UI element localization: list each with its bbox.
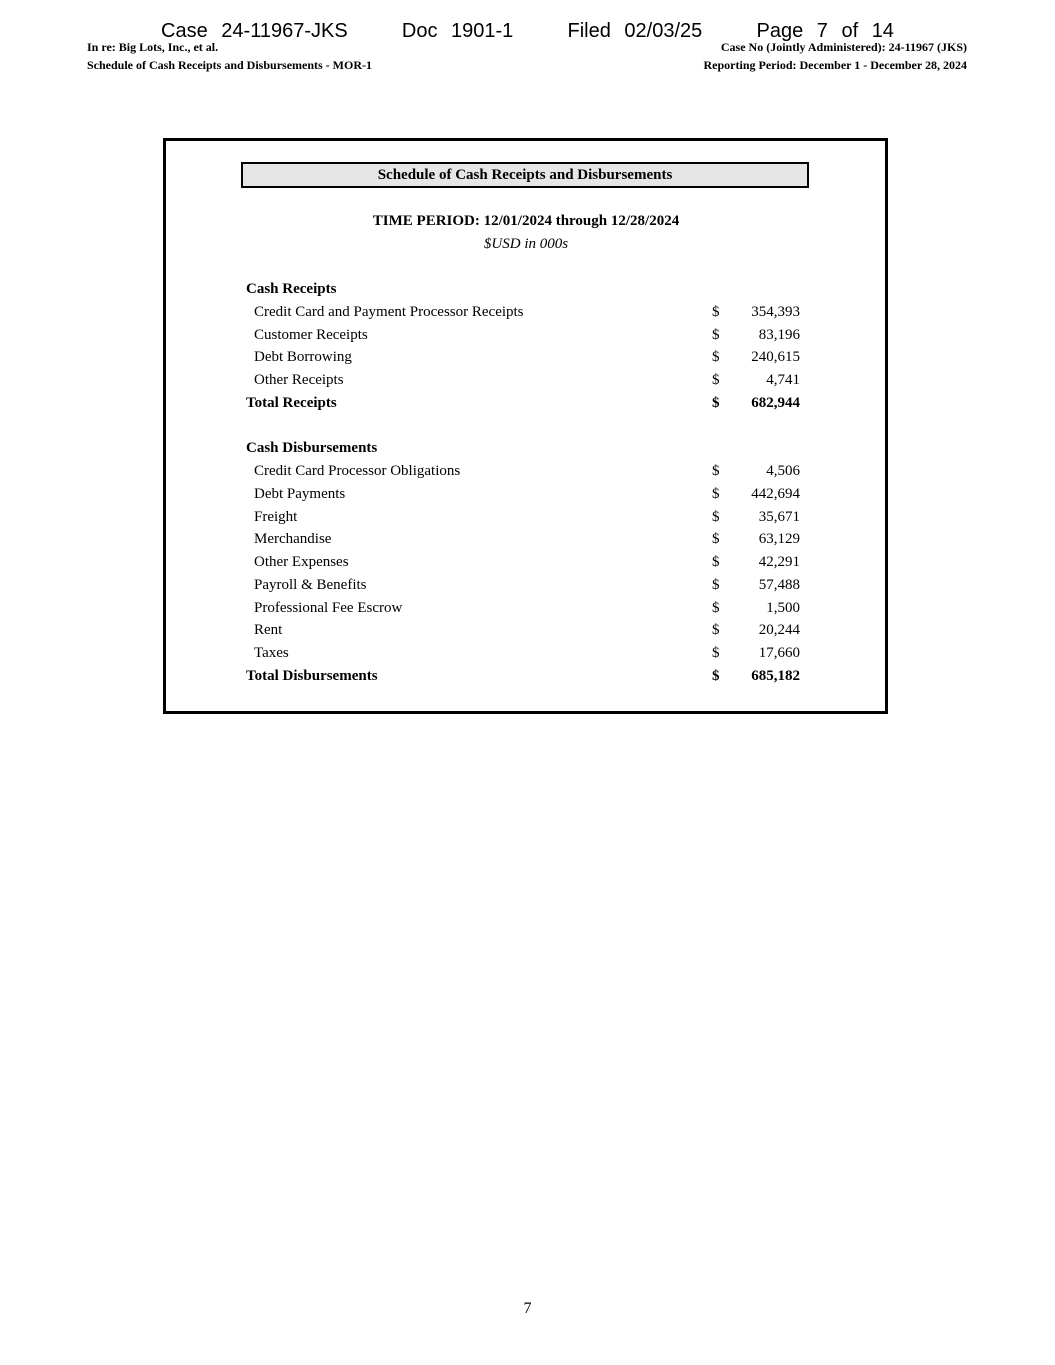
row-value: 42,291	[758, 554, 800, 570]
disbursement-row	[246, 575, 802, 595]
currency-symbol: $	[712, 304, 720, 320]
row-value: 20,244	[758, 622, 800, 638]
row-label: Credit Card and Payment Processor Receipts	[254, 304, 524, 320]
row-value: 63,129	[758, 531, 800, 547]
receipts-heading: Cash Receipts	[246, 281, 337, 297]
row-value: 57,488	[758, 577, 800, 593]
currency-symbol: $	[712, 509, 720, 525]
row-value: 4,741	[766, 372, 800, 388]
receipt-row	[246, 347, 802, 367]
total-disbursements-row	[246, 666, 802, 686]
row-label: Professional Fee Escrow	[254, 600, 403, 616]
total-label: Total Disbursements	[246, 668, 378, 684]
row-label: Customer Receipts	[254, 327, 368, 343]
row-value: 83,196	[758, 327, 800, 343]
disbursement-row	[246, 461, 802, 481]
header-schedule-name: Schedule of Cash Receipts and Disbursements - MOR-1	[87, 58, 372, 72]
page-number: 7	[523, 1300, 532, 1317]
row-label: Rent	[254, 622, 283, 638]
row-value: 1,500	[766, 600, 800, 616]
header-case-name: In re: Big Lots, Inc., et al.	[87, 40, 219, 54]
total-label: Total Receipts	[246, 395, 337, 411]
disbursement-row	[246, 620, 802, 640]
row-label: Other Receipts	[254, 372, 344, 388]
row-value: 442,694	[751, 486, 800, 502]
row-label: Debt Payments	[254, 486, 346, 502]
currency-symbol: $	[712, 372, 720, 388]
currency-symbol: $	[712, 668, 720, 684]
disbursement-row	[246, 598, 802, 618]
time-period: TIME PERIOD: 12/01/2024 through 12/28/2024	[372, 213, 680, 229]
receipt-row	[246, 325, 802, 345]
row-value: 35,671	[758, 509, 800, 525]
currency-symbol: $	[712, 463, 720, 479]
row-label: Payroll & Benefits	[254, 577, 367, 593]
row-label: Credit Card Processor Obligations	[254, 463, 461, 479]
header-case-number: Case No (Jointly Administered): 24-11967 (JKS)	[720, 40, 967, 54]
receipt-row	[246, 302, 802, 322]
row-label: Other Expenses	[254, 554, 349, 570]
total-value: 685,182	[751, 668, 800, 684]
currency-symbol: $	[712, 349, 720, 365]
disbursements-heading: Cash Disbursements	[246, 440, 378, 456]
court-filing-stamp: Case 24-11967-JKS Doc 1901-1 Filed 02/03/25 Page 7 of 14	[161, 20, 894, 42]
currency-units: $USD in 000s	[483, 236, 569, 252]
total-receipts-row	[246, 393, 802, 413]
currency-symbol: $	[712, 554, 720, 570]
row-value: 354,393	[751, 304, 800, 320]
currency-symbol: $	[712, 531, 720, 547]
receipt-row	[246, 370, 802, 390]
disbursement-row	[246, 643, 802, 663]
schedule-title: Schedule of Cash Receipts and Disbursements	[241, 162, 809, 188]
row-label: Debt Borrowing	[254, 349, 352, 365]
row-label: Merchandise	[254, 531, 332, 547]
row-label: Freight	[254, 509, 298, 525]
total-value: 682,944	[751, 395, 800, 411]
disbursement-row	[246, 484, 802, 504]
disbursement-row	[246, 529, 802, 549]
currency-symbol: $	[712, 622, 720, 638]
currency-symbol: $	[712, 600, 720, 616]
row-value: 17,660	[758, 645, 800, 661]
currency-symbol: $	[712, 577, 720, 593]
currency-symbol: $	[712, 395, 720, 411]
currency-symbol: $	[712, 486, 720, 502]
row-value: 4,506	[766, 463, 800, 479]
header-reporting-period: Reporting Period: December 1 - December 28, 2024	[703, 58, 967, 72]
currency-symbol: $	[712, 327, 720, 343]
disbursement-row	[246, 552, 802, 572]
currency-symbol: $	[712, 645, 720, 661]
row-value: 240,615	[751, 349, 800, 365]
row-label: Taxes	[254, 645, 289, 661]
disbursement-row	[246, 507, 802, 527]
